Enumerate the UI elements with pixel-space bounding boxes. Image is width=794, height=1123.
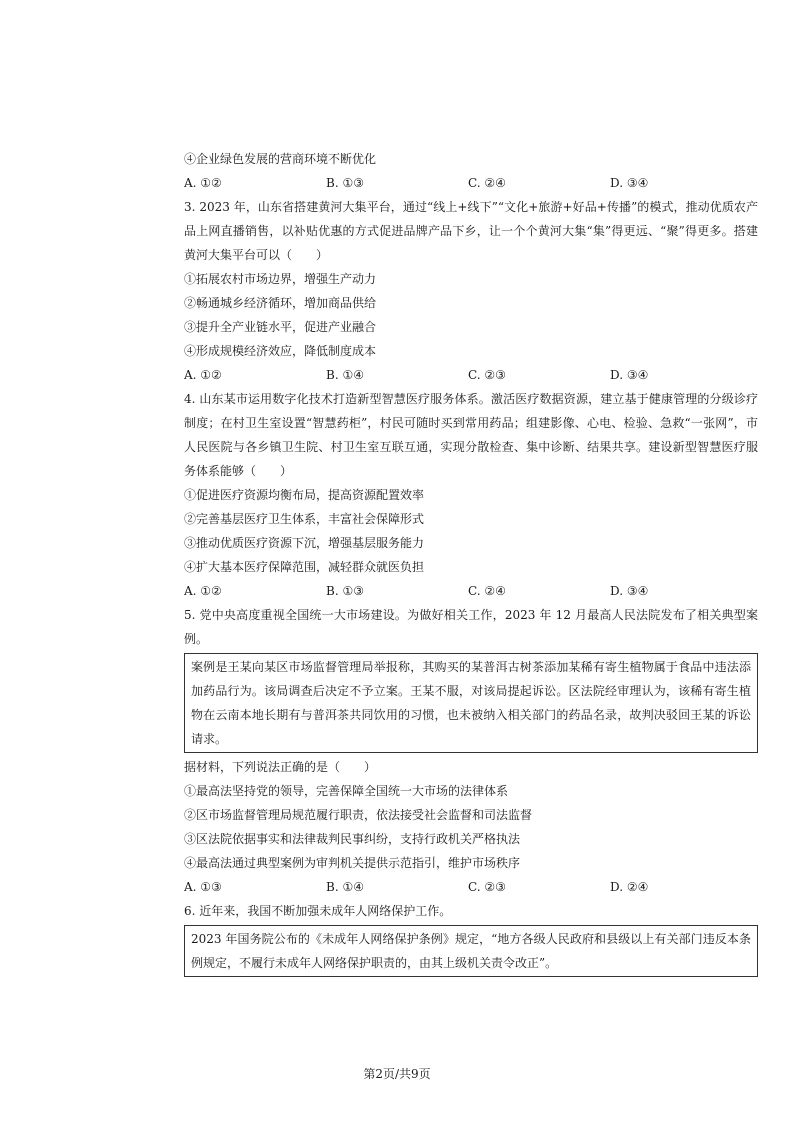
page-footer: 第2页/共9页 [363, 1067, 431, 1081]
answer-option: B. ①③ [326, 584, 364, 598]
answer-option: B. ①④ [326, 880, 364, 894]
answer-option: C. ②③ [468, 368, 506, 382]
answer-option: A. ①② [184, 584, 222, 598]
text-line: 据材料，下列说法正确的是（ ） [184, 760, 377, 774]
text-line: 6. 近年来，我国不断加强未成年人网络保护工作。 [184, 904, 452, 918]
answer-options [184, 171, 758, 195]
answer-option: B. ①③ [326, 176, 364, 190]
answer-options [184, 875, 758, 899]
answer-option: D. ③④ [610, 584, 649, 598]
text-line: ③推动优质医疗资源下沉，增强基层服务能力 [184, 536, 425, 550]
text-line: ①拓展农村市场边界，增强生产动力 [184, 272, 377, 286]
material-box: 案例是王某向某区市场监督管理局举报称，其购买的某普洱古树茶添加某稀有寄生植物属于食品中违法添加药品行为。该局调查后决定不予立案。王某不服，对该局提起诉讼。区法院经审理认为，该稀有寄生植物在云南本地长期有与普洱茶共同饮用的习惯，也未被纳入相关部门的药品名录，故判决驳回王某的诉讼请求。 [184, 653, 758, 753]
text-line: ②畅通城乡经济循环，增加商品供给 [184, 296, 377, 310]
answer-option: D. ②④ [610, 880, 649, 894]
answer-option: A. ①② [184, 368, 222, 382]
answer-option: D. ③④ [610, 176, 649, 190]
answer-options [184, 579, 758, 603]
question-stem: 5. 党中央高度重视全国统一大市场建设。为做好相关工作，2023 年 12 月最高人民法院发布了相关典型案例。 [184, 608, 758, 646]
text-line: ①促进医疗资源均衡布局，提高资源配置效率 [184, 488, 425, 502]
text-line: ④企业绿色发展的营商环境不断优化 [184, 152, 377, 166]
text-line: ②区市场监督管理局规范履行职责，依法接受社会监督和司法监督 [184, 808, 533, 822]
answer-option: A. ①③ [184, 880, 222, 894]
exam-page-content [184, 147, 758, 979]
text-line: ③提升全产业链水平，促进产业融合 [184, 320, 377, 334]
answer-option: A. ①② [184, 176, 222, 190]
text-line: ④形成规模经济效应，降低制度成本 [184, 344, 377, 358]
answer-option: C. ②④ [468, 584, 506, 598]
question-stem: 4. 山东某市运用数字化技术打造新型智慧医疗服务体系。激活医疗数据资源，建立基于健康管理的分级诊疗制度；在村卫生室设置“智慧药柜”，村民可随时买到常用药品；组建影像、心电、检验、急救“一张网”，市人民医院与各乡镇卫生院、村卫生室互联互通，实现分散检查、集中诊断、结果共享。建设新型智慧医疗服务体系能够（ ） [184, 392, 758, 478]
text-line: ④扩大基本医疗保障范围，减轻群众就医负担 [184, 560, 425, 574]
text-line: ④最高法通过典型案例为审判机关提供示范指引，维护市场秩序 [184, 856, 521, 870]
answer-option: C. ②③ [468, 880, 506, 894]
text-line: ②完善基层医疗卫生体系，丰富社会保障形式 [184, 512, 425, 526]
text-line: ①最高法坚持党的领导，完善保障全国统一大市场的法律体系 [184, 784, 509, 798]
answer-option: B. ①④ [326, 368, 364, 382]
answer-options [184, 363, 758, 387]
text-line: ③区法院依据事实和法律裁判民事纠纷，支持行政机关严格执法 [184, 832, 521, 846]
material-box: 2023 年国务院公布的《未成年人网络保护条例》规定，“地方各级人民政府和县级以上有关部门违反本条例规定，不履行未成年人网络保护职责的，由其上级机关责令改正”。 [184, 925, 758, 977]
answer-option: D. ③④ [610, 368, 649, 382]
question-stem: 3. 2023 年，山东省搭建黄河大集平台，通过“线上+线下”“文化+旅游+好品+传播”的模式，推动优质农产品上网直播销售，以补贴优惠的方式促进品牌产品下乡，让一个个黄河大集“集”得更远、“聚”得更多。搭建黄河大集平台可以（ ） [184, 200, 758, 262]
answer-option: C. ②④ [468, 176, 506, 190]
